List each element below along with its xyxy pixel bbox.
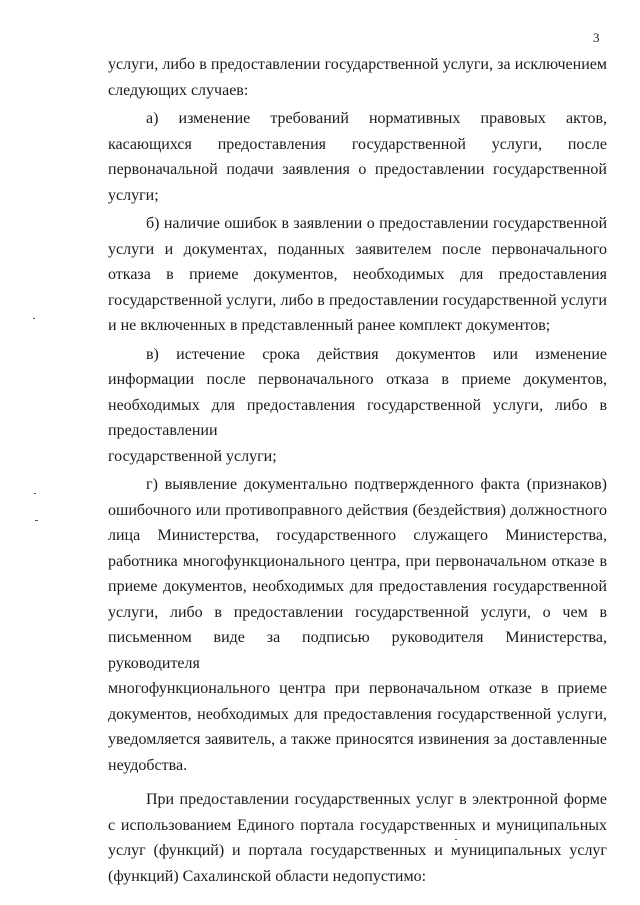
intro-paragraph: услуги, либо в предоставлении государственной услуги, за исключением следующих случаев: — [108, 56, 607, 99]
final-paragraph: При предоставлении государственных услуг в электронной форме с использованием Единого портала государственных и муниципальных услуг (функций) и портала государственных и муниципальных услуг (функций) Сахалинской области недопустимо: — [108, 791, 607, 885]
document-body — [108, 52, 607, 889]
scan-mark — [35, 520, 38, 521]
page-number: 3 — [593, 30, 600, 45]
item-v-paragraph-end: государственной услуги; — [108, 447, 277, 465]
item-g-paragraph-end: многофункционального центра при первоначальном отказе в приеме документов, необходимых для предоставления государственной услуги, уведомляется заявитель, а также приносятся извинения за доставленные неудобства. — [108, 680, 607, 774]
item-v-paragraph: в) истечение срока действия документов или изменение информации после первоначального отказа в приеме документов, необходимых для предоставления государственной услуги, либо в предоставлении — [108, 345, 607, 439]
scan-mark — [34, 493, 36, 494]
item-g-paragraph: г) выявление документально подтвержденного факта (признаков) ошибочного или противоправного действия (бездействия) должностного лица Министерства, государственного служащего Министерства, работника многофункционального центра, при первоначальном отказе в приеме документов, необходимых для предоставления государственной услуги, либо в предоставлении государственной услуги, о чем в письменном виде за подписью руководителя Министерства, руководителя — [108, 476, 607, 672]
item-b-paragraph: б) наличие ошибок в заявлении о предоставлении государственной услуги и документах, поданных заявителем после первоначального отказа в приеме документов, необходимых для предоставления государственной услуги, либо в предоставлении государственной услуги и не включенных в представленный ранее комплект документов; — [108, 215, 607, 334]
item-a-paragraph: а) изменение требований нормативных правовых актов, касающихся предоставления государственной услуги, после первоначальной подачи заявления о предоставлении государственной услуги; — [108, 110, 607, 204]
scan-mark — [33, 318, 35, 319]
scan-mark — [455, 839, 457, 840]
